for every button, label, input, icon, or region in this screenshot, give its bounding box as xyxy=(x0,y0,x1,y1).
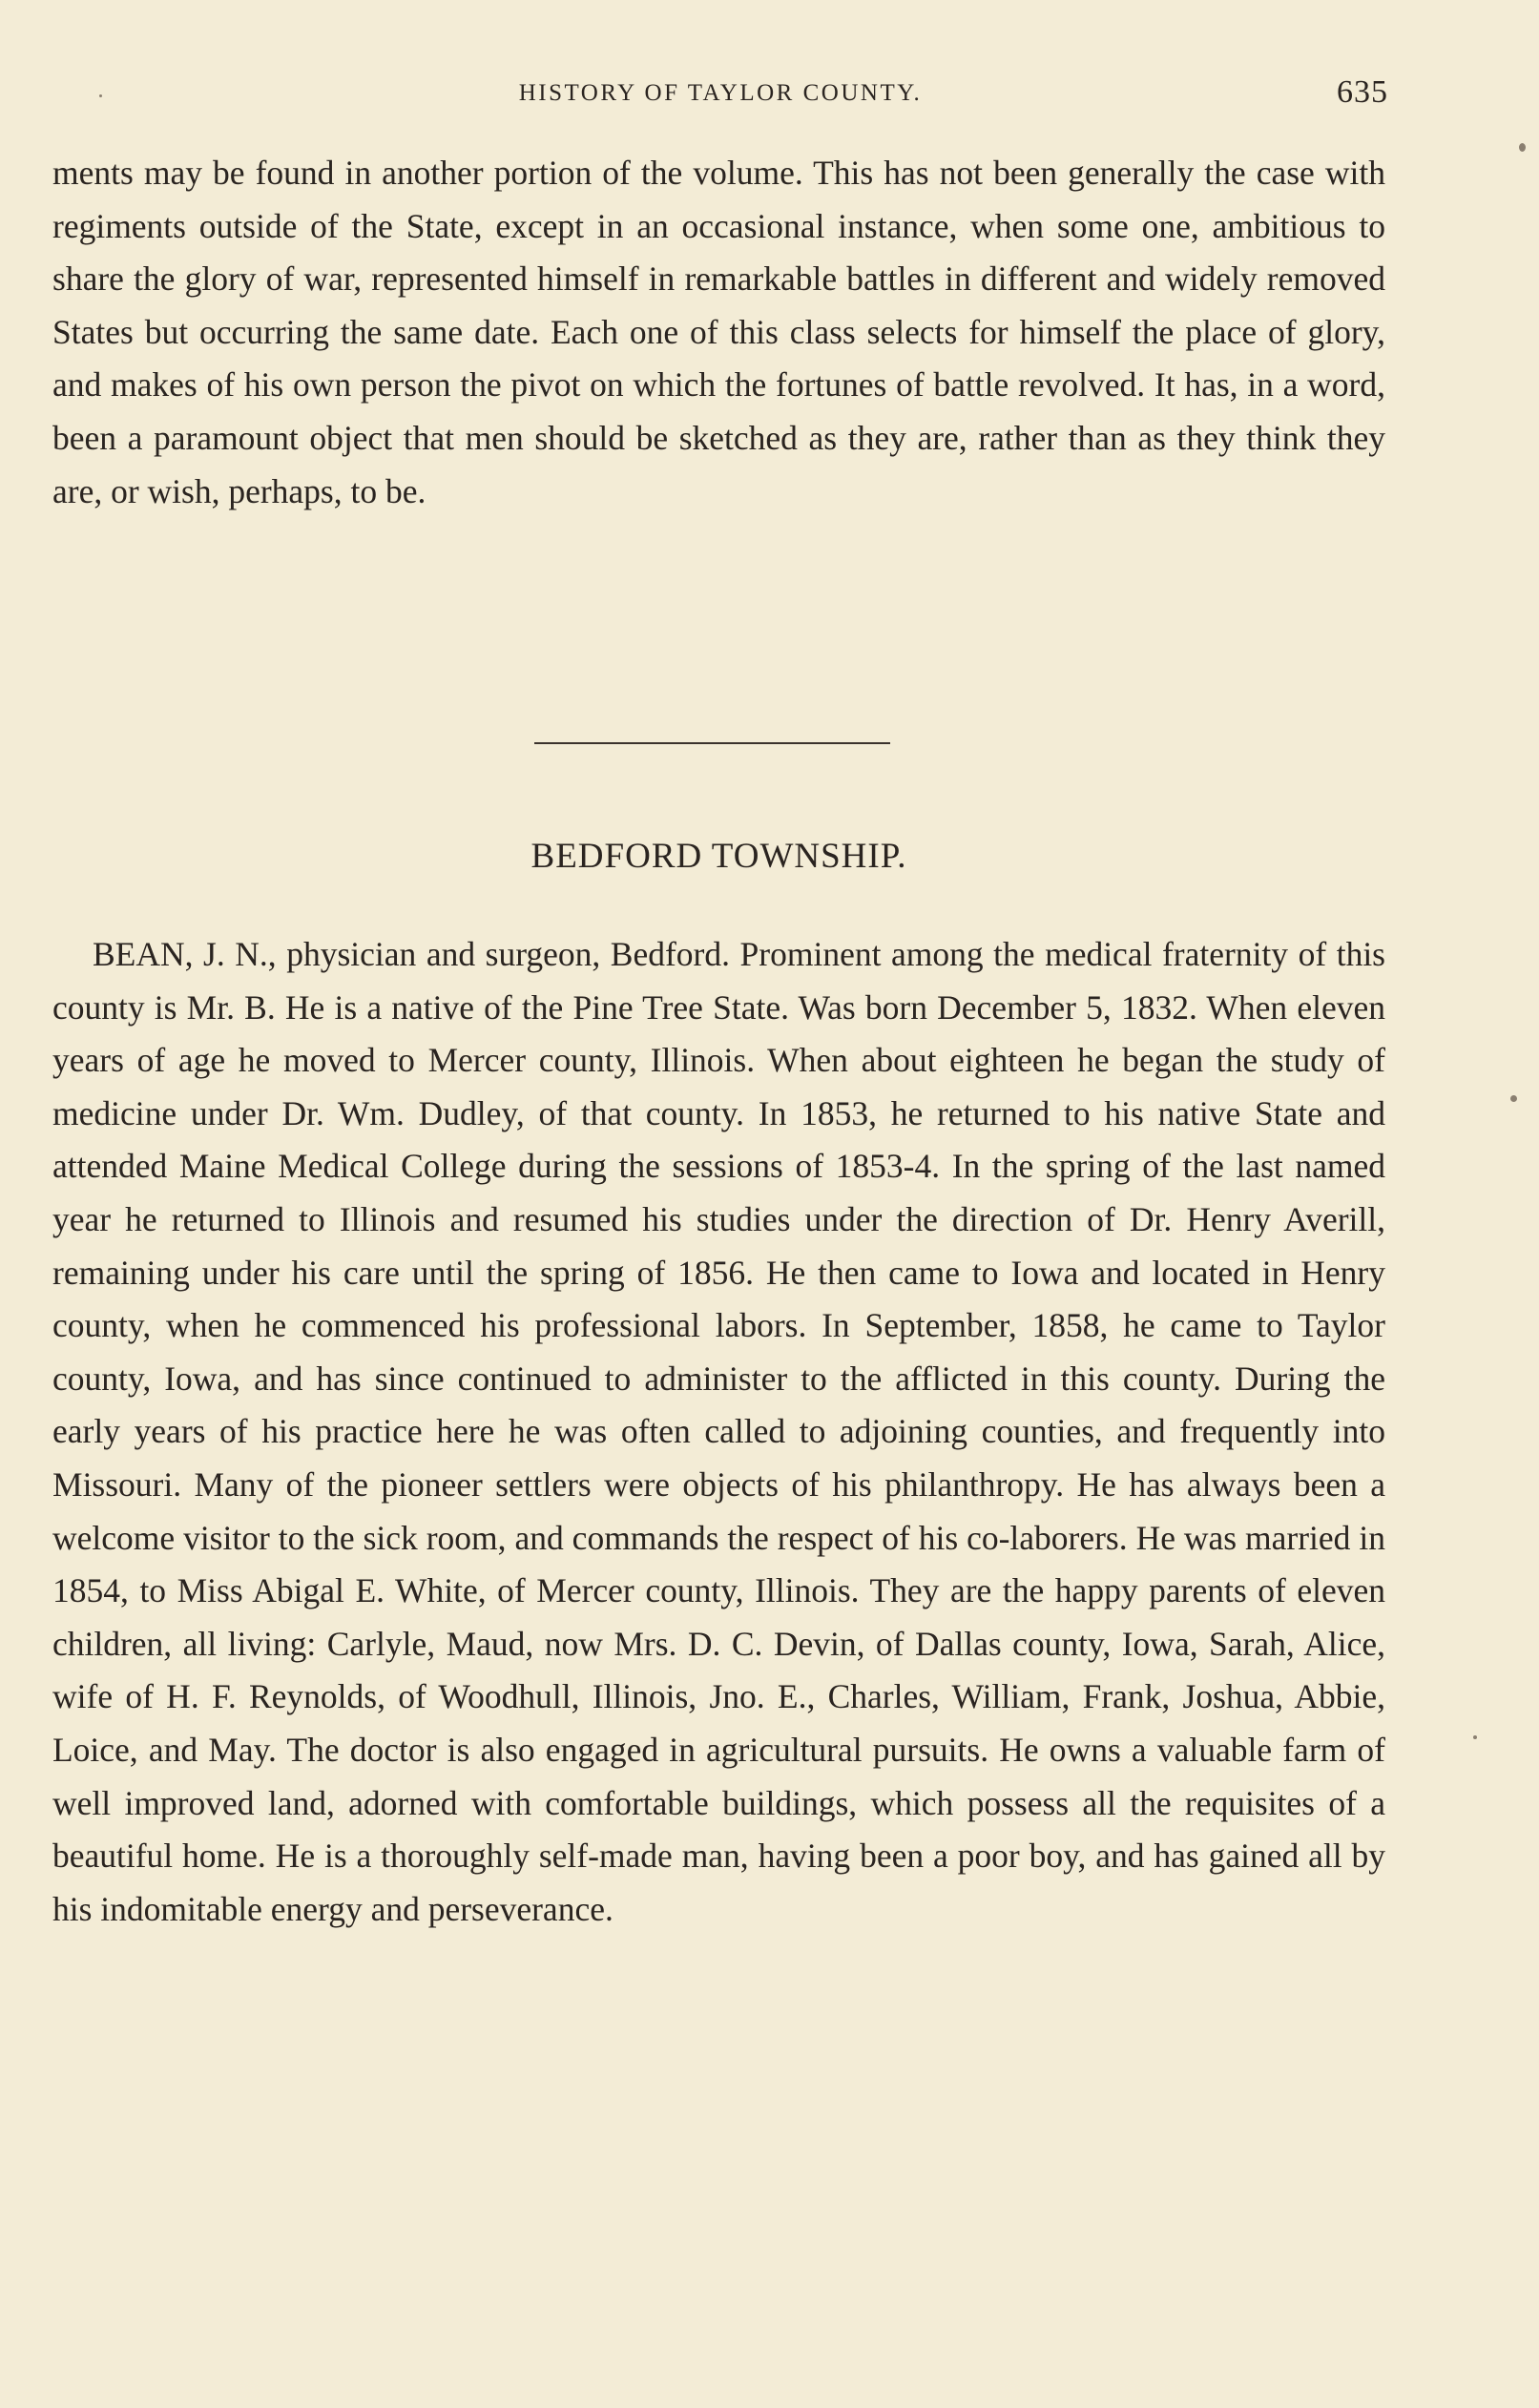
running-head xyxy=(52,74,1388,113)
paper-speck xyxy=(1510,1095,1517,1102)
paper-speck xyxy=(99,94,102,97)
page-number: 635 xyxy=(1337,74,1388,110)
biography-paragraph: BEAN, J. N., physician and surgeon, Bedford. Prominent among the medical fraternity of this county is Mr. B. He is a native of the Pine Tree State. Was born December 5, 1832. When eleven years of age he moved to Mercer county, Illinois. When about eighteen he began the study of medicine under Dr. Wm. Dudley, of that county. In 1853, he returned to his native State and attended Maine Medical College during the sessions of 1853-4. In the spring of the last named year he returned to Illinois and resumed his studies under the direction of Dr. Henry Averill, remaining under his care until the spring of 1856. He then came to Iowa and located in Henry county, when he commenced his professional labors. In September, 1858, he came to Taylor county, Iowa, and has since continued to administer to the afflicted in this county. During the early years of his practice here he was often called to adjoining counties, and frequently into Missouri. Many of the pioneer settlers were objects of his philanthropy. He has always been a welcome visitor to the sick room, and commands the respect of his co-laborers. He was married in 1854, to Miss Abigal E. White, of Mercer county, Illinois. They are the happy parents of eleven children, all living: Carlyle, Maud, now Mrs. D. C. Devin, of Dallas county, Iowa, Sarah, Alice, wife of H. F. Reynolds, of Woodhull, Illinois, Jno. E., Charles, William, Frank, Joshua, Abbie, Loice, and May. The doctor is also engaged in agricultural pursuits. He owns a valuable farm of well improved land, adorned with comfortable buildings, which possess all the requisites of a beautiful home. He is a thoroughly self-made man, having been a poor boy, and has gained all by his indomitable energy and perseverance. xyxy=(52,935,1385,1928)
paper-speck xyxy=(1473,1735,1477,1739)
section-heading: BEDFORD TOWNSHIP. xyxy=(530,837,907,876)
section-divider xyxy=(534,742,890,744)
paper-speck xyxy=(1519,143,1526,152)
continuation-paragraph: ments may be found in another portion of the volume. This has not been generally the case with regiments outside of the State, except in an occasional instance, when some one, ambitious to share the glory of war, represented himself in remarkable battles in different and widely removed States but occurring the same date. Each one of this class selects for himself the place of glory, and makes of his own person the pivot on which the fortunes of battle revolved. It has, in a word, been a paramount object that men should be sketched as they are, rather than as they think they are, or wish, perhaps, to be. xyxy=(52,154,1385,510)
running-title: HISTORY OF TAYLOR COUNTY. xyxy=(518,80,923,106)
